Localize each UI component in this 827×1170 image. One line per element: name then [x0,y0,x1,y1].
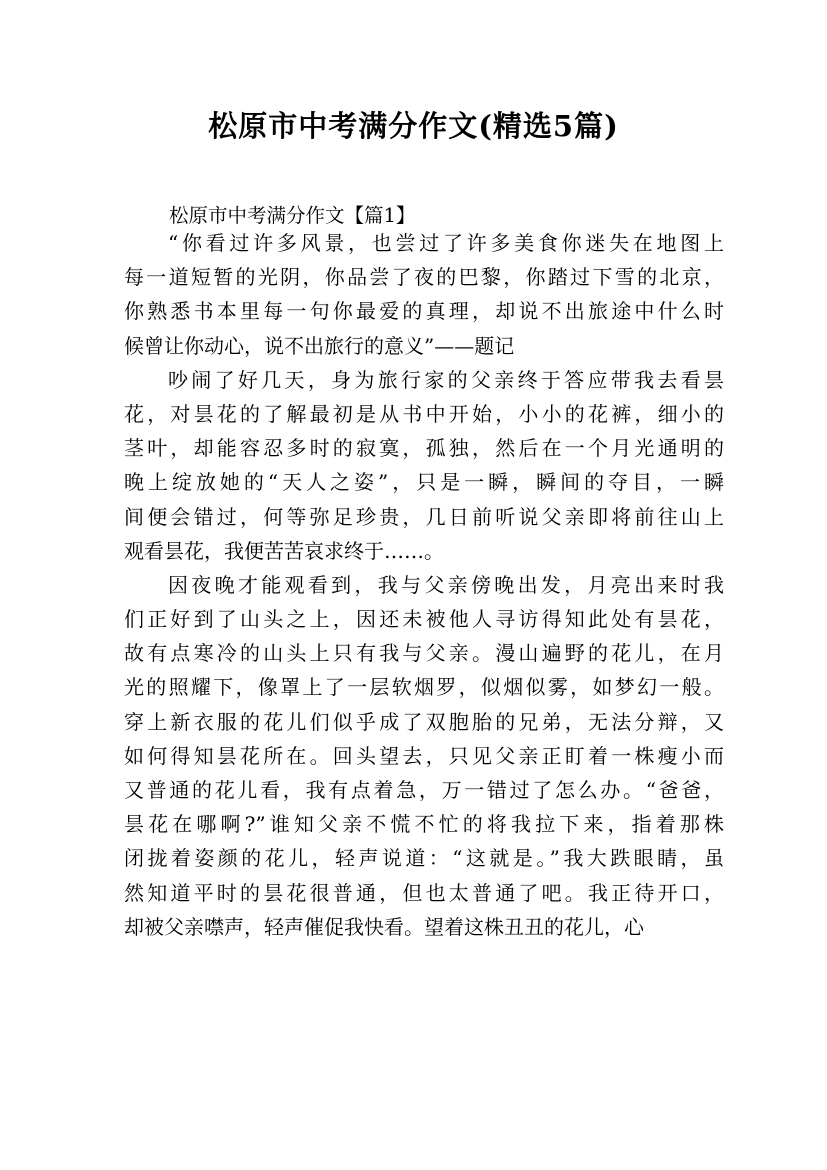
paragraph [124,226,724,363]
text-line: 花，对昙花的了解最初是从书中开始，小小的花裤，细小的 [124,401,724,426]
text-line: 候曾让你动心，说不出旅行的意义”——题记 [124,333,515,358]
text-line: 们正好到了山头之上，因还未被他人寻访得知此处有昙花， [124,607,724,632]
text-line: “你看过许多风景，也尝过了许多美食你迷失在地图上 [168,231,724,255]
paragraph [124,568,724,944]
text-line: 又普通的花儿看，我有点着急，万一错过了怎么办。“爸爸， [124,778,724,802]
text-line: 光的照耀下，像罩上了一层软烟罗，似烟似雾，如梦幻一般。 [124,675,724,700]
text-line: 穿上新衣服的花儿们似乎成了双胞胎的兄弟，无法分辩，又 [124,709,724,734]
text-line: 昙花在哪啊?”谁知父亲不慌不忙的将我拉下来，指着那株 [124,812,724,837]
text-line: 吵闹了好几天，身为旅行家的父亲终于答应带我去看昙 [168,367,724,392]
essay-body [124,226,724,944]
text-line: 每一道短暂的光阴，你品尝了夜的巴黎，你踏过下雪的北京， [124,265,724,290]
text-line: 你熟悉书本里每一句你最爱的真理，却说不出旅途中什么时 [124,299,724,324]
section-heading: 松原市中考满分作文【篇1】 [169,204,416,227]
text-line: 茎叶，却能容忍多时的寂寞，孤独，然后在一个月光通明的 [124,436,724,461]
text-line: 间便会错过，何等弥足珍贵，几日前听说父亲即将前往山上 [124,504,724,529]
document-title: 松原市中考满分作文(精选5篇) [208,109,619,143]
text-line: 观看昙花，我便苦苦哀求终于……。 [124,538,444,563]
text-line: 因夜晚才能观看到，我与父亲傍晚出发，月亮出来时我 [168,572,724,597]
paragraph [124,363,724,568]
text-line: 闭拢着姿颜的花儿，轻声说道：“这就是。”我大跌眼睛，虽 [124,846,724,871]
text-line: 然知道平时的昙花很普通，但也太普通了吧。我正待开口， [124,880,724,905]
text-line: 却被父亲噤声，轻声催促我快看。望着这株丑丑的花儿，心 [124,914,644,939]
text-line: 故有点寒冷的山头上只有我与父亲。漫山遍野的花儿，在月 [124,641,724,666]
text-line: 如何得知昙花所在。回头望去，只见父亲正盯着一株瘦小而 [124,743,724,768]
text-line: 晚上绽放她的“天人之姿”，只是一瞬，瞬间的夺目，一瞬 [124,470,724,495]
